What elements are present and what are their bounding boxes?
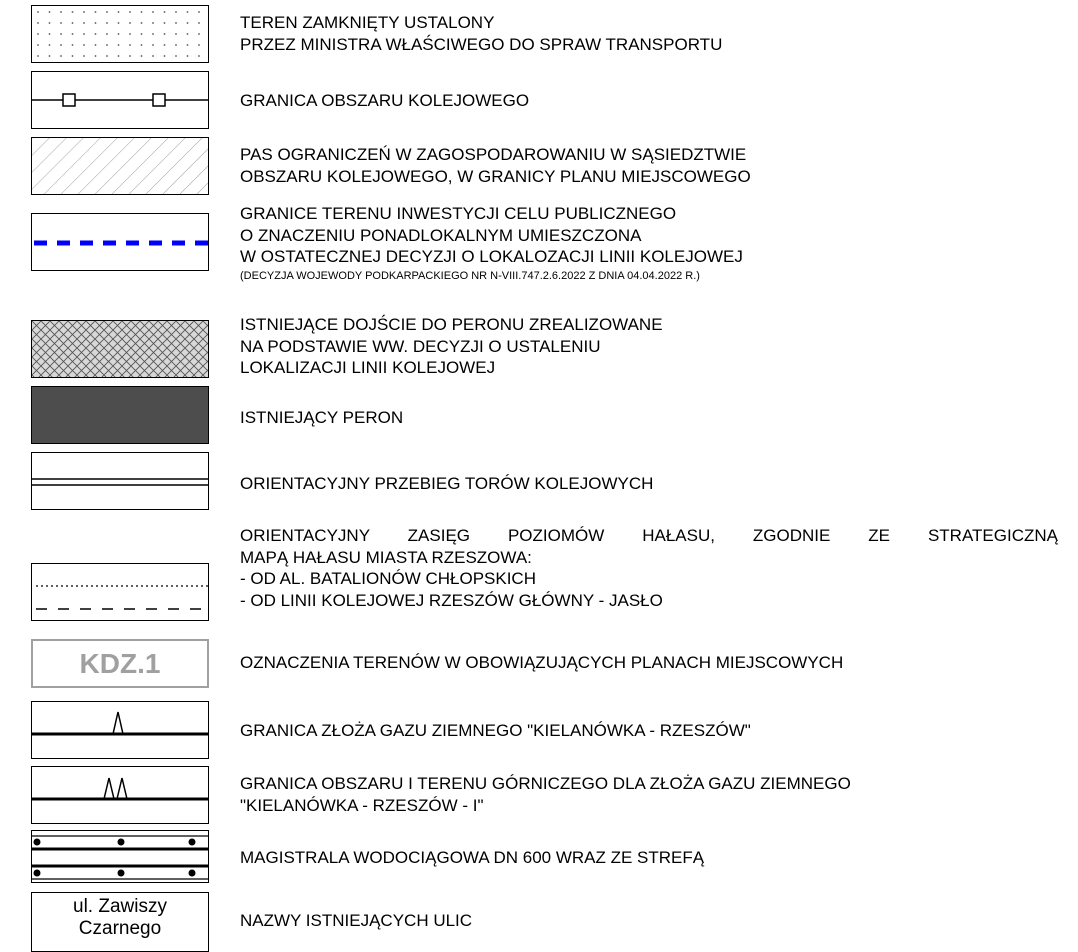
street-name-symbol: ul. Zawiszy Czarnego <box>31 892 209 952</box>
tracks-label: ORIENTACYJNY PRZEBIEG TORÓW KOLEJOWYCH <box>240 474 654 493</box>
public-investment-label: GRANICE TERENU INWESTYCJI CELU PUBLICZNEGO O ZNACZENIU PONADLOKALNYM UMIESZCZONA W OSTATECZNEJ DECYZJI O LOKALOZACJI LINII KOLEJOWEJ (DECYZJA WOJEWODY PODKARPACKIEGO NR N-VIII.747.2.6.2022 Z DNIA 04.04.2022 R.) <box>240 203 743 285</box>
plan-designations-label: OZNACZENIA TERENÓW W OBOWIĄZUJĄCYCH PLANACH MIEJSCOWYCH <box>240 653 844 672</box>
double-peak-line-icon <box>31 766 209 824</box>
mining-area-label: GRANICA OBSZARU I TERENU GÓRNICZEGO DLA ZŁOŻA GAZU ZIEMNEGO "KIELANÓWKA - RZESZÓW - I" <box>240 774 851 815</box>
double-line-icon <box>31 452 209 510</box>
closed-area-label: TEREN ZAMKNIĘTY USTALONY PRZEZ MINISTRA WŁAŚCIWEGO DO SPRAW TRANSPORTU <box>240 13 723 54</box>
dotted-double-line-icon <box>31 830 209 883</box>
street-names-label: NAZWY ISTNIEJĄCYCH ULIC <box>240 911 473 930</box>
noise-label: ORIENTACYJNY ZASIĘG POZIOMÓW HAŁASU, ZGODNIE ZE STRATEGICZNĄ MAPĄ HAŁASU MIASTA RZESZOWA: - OD AL. BATALIONÓW CHŁOPSKICH - OD LINII KOLEJOWEJ RZESZÓW GŁÓWNY - JASŁO <box>240 526 1058 610</box>
gas-deposit-label: GRANICA ZŁOŻA GAZU ZIEMNEGO "KIELANÓWKA - RZESZÓW" <box>240 721 751 740</box>
platform-label: ISTNIEJĄCY PERON <box>240 408 404 427</box>
water-main-label: MAGISTRALA WODOCIĄGOWA DN 600 WRAZ ZE STREFĄ <box>240 848 705 867</box>
single-peak-line-icon <box>31 701 209 759</box>
restriction-belt-label: PAS OGRANICZEŃ W ZAGOSPODAROWANIU W SĄSIEDZTWIE OBSZARU KOLEJOWEGO, W GRANICY PLANU MIEJSCOWEGO <box>240 145 751 186</box>
cross-hatch-icon <box>31 320 209 378</box>
plan-designation-symbol: KDZ.1 <box>31 639 209 688</box>
dotted-pattern-icon <box>31 5 209 63</box>
diagonal-hatch-icon <box>31 137 209 195</box>
decision-note: (DECYZJA WOJEWODY PODKARPACKIEGO NR N-VIII.747.2.6.2022 Z DNIA 04.04.2022 R.) <box>240 269 700 282</box>
blue-dashed-line-icon <box>31 213 209 271</box>
dotted-and-dashed-lines-icon <box>31 563 209 621</box>
line-with-squares-icon <box>31 71 209 129</box>
platform-access-label: ISTNIEJĄCE DOJŚCIE DO PERONU ZREALIZOWANE NA PODSTAWIE WW. DECYZJI O USTALENIU LOKALIZACJI LINII KOLEJOWEJ <box>240 315 663 377</box>
dark-fill-icon <box>31 386 209 444</box>
railway-border-label: GRANICA OBSZARU KOLEJOWEGO <box>240 91 530 110</box>
